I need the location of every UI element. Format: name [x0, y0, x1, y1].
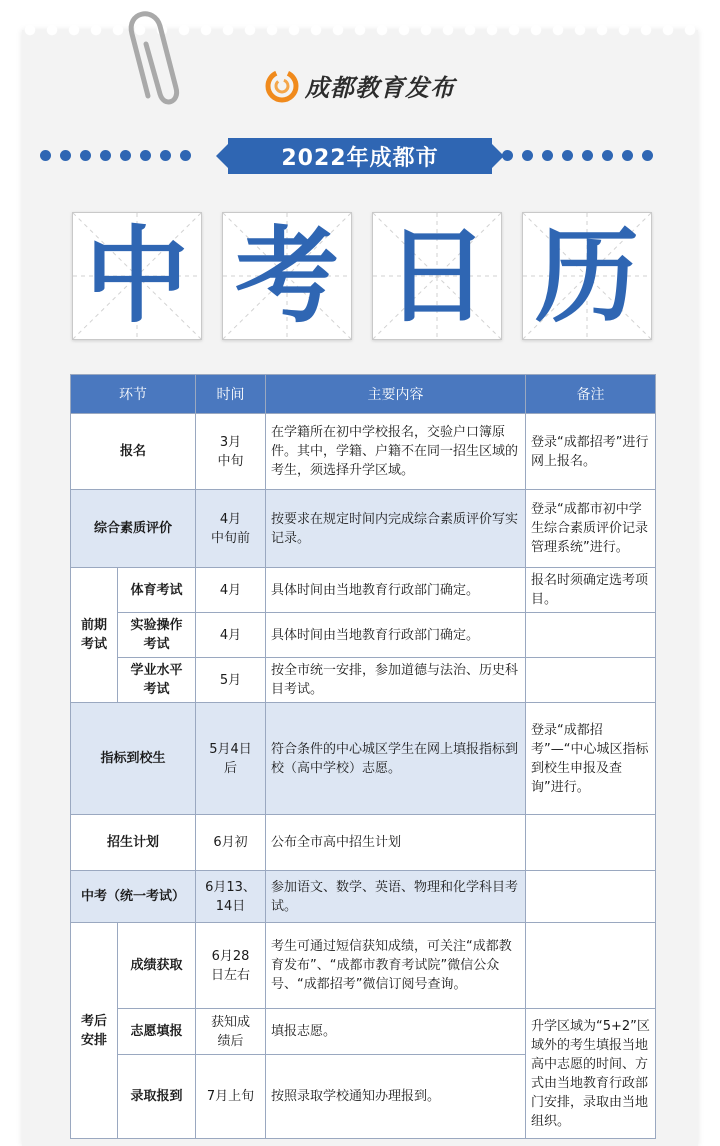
time-cell: 6月13、 14日 [196, 871, 266, 923]
column-header: 环节 [71, 375, 196, 414]
content-cell: 按照录取学校通知办理报到。 [266, 1055, 526, 1139]
time-cell: 5月4日 后 [196, 703, 266, 815]
dot-row-right [502, 150, 653, 162]
content-cell: 填报志愿。 [266, 1009, 526, 1055]
stage-cell: 成绩获取 [118, 923, 196, 1009]
content-cell: 考生可通过短信获知成绩，可关注“成都教育发布”、“成都市教育考试院”微信公众号、“成都招考”微信订阅号查询。 [266, 923, 526, 1009]
table-row [71, 703, 656, 815]
stage-cell: 指标到校生 [71, 703, 196, 815]
table-row [71, 815, 656, 871]
note-cell [526, 815, 656, 871]
time-cell: 4月 [196, 613, 266, 658]
title-tile [222, 212, 352, 340]
note-cell [526, 658, 656, 703]
stage-cell: 体育考试 [118, 568, 196, 613]
time-cell: 6月28 日左右 [196, 923, 266, 1009]
schedule-table [70, 374, 656, 1139]
table-row [71, 414, 656, 490]
stage-cell: 实验操作 考试 [118, 613, 196, 658]
table-row [71, 658, 656, 703]
note-cell: 登录“成都招考”—“中心城区指标到校生申报及查询”进行。 [526, 703, 656, 815]
dot-row-left [40, 150, 191, 162]
title-tiles [72, 212, 652, 340]
time-cell: 5月 [196, 658, 266, 703]
table-row [71, 923, 656, 1009]
brand-header [0, 68, 720, 103]
stage-cell: 中考（统一考试） [71, 871, 196, 923]
title-char: 考 [234, 215, 339, 337]
time-cell: 7月上旬 [196, 1055, 266, 1139]
title-tile [522, 212, 652, 340]
content-cell: 按要求在规定时间内完成综合素质评价写实记录。 [266, 490, 526, 568]
time-cell: 6月初 [196, 815, 266, 871]
column-header: 主要内容 [266, 375, 526, 414]
table-row [71, 1009, 656, 1055]
column-header: 备注 [526, 375, 656, 414]
subtitle-row [0, 138, 720, 174]
group-cell: 考后 安排 [71, 923, 118, 1139]
orange-swirl-icon [265, 69, 299, 103]
note-cell [526, 923, 656, 1009]
paperclip-icon [118, 4, 198, 124]
note-cell [526, 613, 656, 658]
content-cell: 在学籍所在初中学校报名，交验户口簿原件。其中，学籍、户籍不在同一招生区域的考生，须选择升学区域。 [266, 414, 526, 490]
stage-cell: 报名 [71, 414, 196, 490]
content-cell: 具体时间由当地教育行政部门确定。 [266, 568, 526, 613]
table-row [71, 490, 656, 568]
stage-cell: 志愿填报 [118, 1009, 196, 1055]
stage-cell: 综合素质评价 [71, 490, 196, 568]
title-char: 日 [384, 215, 489, 337]
content-cell: 参加语文、数学、英语、物理和化学科目考试。 [266, 871, 526, 923]
time-cell: 3月 中旬 [196, 414, 266, 490]
time-cell: 获知成 绩后 [196, 1009, 266, 1055]
content-cell: 具体时间由当地教育行政部门确定。 [266, 613, 526, 658]
note-cell: 升学区域为“5+2”区域外的考生填报当地高中志愿的时间、方式由当地教育行政部门安排，录取由当地组织。 [526, 1009, 656, 1139]
stage-cell: 学业水平 考试 [118, 658, 196, 703]
brand-name: 成都教育发布 [305, 74, 455, 102]
time-cell: 4月 中旬前 [196, 490, 266, 568]
note-cell [526, 871, 656, 923]
title-char: 历 [534, 215, 639, 337]
group-cell: 前期 考试 [71, 568, 118, 703]
column-header: 时间 [196, 375, 266, 414]
title-char: 中 [84, 215, 189, 337]
content-cell: 按全市统一安排，参加道德与法治、历史科目考试。 [266, 658, 526, 703]
content-cell: 符合条件的中心城区学生在网上填报指标到校（高中学校）志愿。 [266, 703, 526, 815]
note-cell: 登录“成都招考”进行网上报名。 [526, 414, 656, 490]
content-cell: 公布全市高中招生计划 [266, 815, 526, 871]
table-header-row [71, 375, 656, 414]
table-row [71, 613, 656, 658]
table-row [71, 568, 656, 613]
note-cell: 报名时须确定选考项目。 [526, 568, 656, 613]
title-tile [72, 212, 202, 340]
stage-cell: 招生计划 [71, 815, 196, 871]
subtitle-ribbon: 2022年成都市 [228, 138, 492, 174]
stage-cell: 录取报到 [118, 1055, 196, 1139]
note-cell: 登录“成都市初中学生综合素质评价记录管理系统”进行。 [526, 490, 656, 568]
table-row [71, 871, 656, 923]
title-tile [372, 212, 502, 340]
time-cell: 4月 [196, 568, 266, 613]
